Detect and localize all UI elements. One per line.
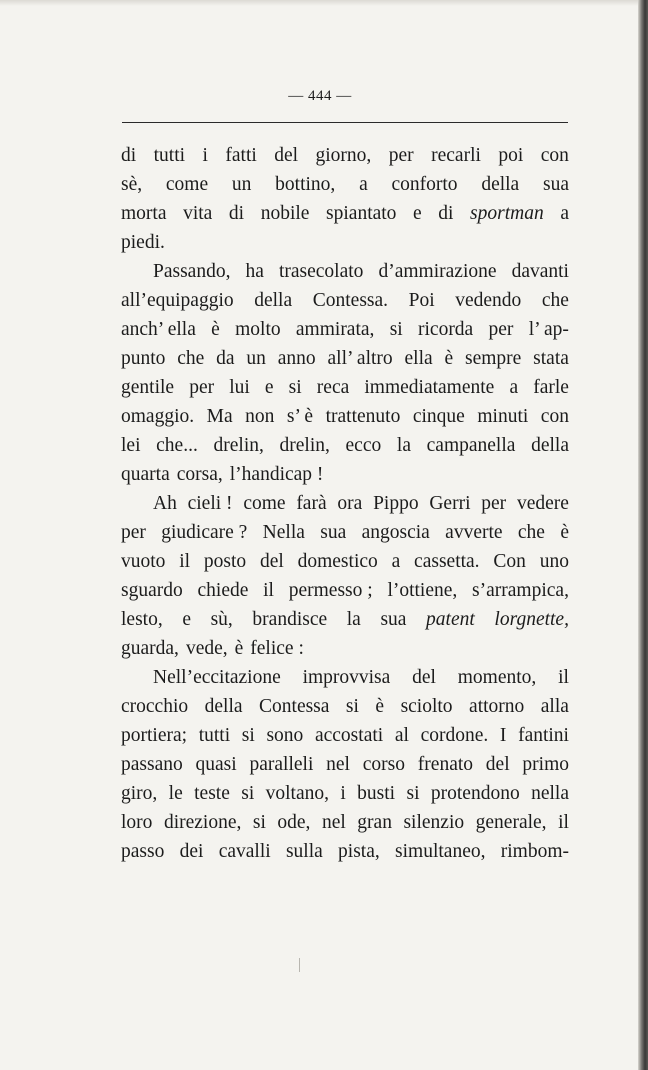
word: sua [542,174,569,195]
page-top-shadow [0,0,648,6]
word: il [558,812,569,833]
word: di [438,203,454,224]
word: alla [540,696,569,717]
word: trasecolato [278,261,364,282]
word: per [121,522,146,543]
italic-word: lorgnette, [494,609,569,630]
word: momento, [457,667,537,688]
word: della [204,696,243,717]
word: giorno, [315,145,372,166]
word: vedendo [455,290,522,311]
word: che [541,290,569,311]
text-line [121,141,569,170]
word: gran [357,812,392,833]
word: davanti [511,261,569,282]
word: che [517,522,545,543]
word: farà [296,493,327,514]
word: che... [156,435,198,456]
word: l’ ap- [528,319,569,340]
text-line [121,750,569,779]
body-text [121,141,569,866]
word: giudicare ? [161,522,248,543]
word: voltano, [265,783,329,804]
word: felice : [250,638,304,659]
word: a [509,377,519,398]
word: s’arrampica, [472,580,569,601]
word: fatti [225,145,257,166]
word: tutti [198,725,231,746]
word: silenzio [403,812,465,833]
word: Ah [153,493,177,514]
word: minuti [477,406,529,427]
word: d’ammirazione [378,261,497,282]
word: si [241,783,255,804]
word: cordone. [420,725,489,746]
word: ode, [277,812,311,833]
word: si [252,812,266,833]
word: chiede [197,580,249,601]
word: molto [235,319,281,340]
word: nella [531,783,569,804]
word: di [228,203,245,224]
word: l’handicap ! [229,464,324,485]
word: come [243,493,286,514]
word: quasi [195,754,237,775]
word: cassetta. [414,551,480,572]
word: Gerri [429,493,471,514]
word: anno [277,348,316,369]
word: per [189,377,215,398]
word: gentile [121,377,175,398]
word: vuoto [121,551,166,572]
word: nel [321,812,346,833]
word: Nella [262,522,305,543]
word: del [259,551,284,572]
word: con [540,406,569,427]
word: nobile [260,203,310,224]
text-line [121,228,569,257]
text-line [121,692,569,721]
word: generale, [475,812,547,833]
text-line [121,460,569,489]
word: al [394,725,409,746]
text-line [121,286,569,315]
word: drelin, [279,435,330,456]
word: per [388,145,414,166]
word: sulla [285,841,323,862]
word: l’ottiene, [387,580,458,601]
word: sono [266,725,304,746]
word: improvvisa [302,667,391,688]
word: per [481,493,507,514]
word: posto [203,551,247,572]
word: Ma [206,406,233,427]
word: bottino, [275,174,336,195]
word: punto [121,348,166,369]
word: è [560,522,569,543]
word: s’ è [286,406,314,427]
word: frenato [417,754,474,775]
word: portiera; [121,725,188,746]
word: passo [121,841,165,862]
word: corso [362,754,406,775]
word: a [391,551,401,572]
word: all’ altro [327,348,393,369]
word: è [211,319,220,340]
text-line [121,315,569,344]
word: sua [320,522,347,543]
word: busti [357,783,396,804]
word: sù, [210,609,233,630]
word: il [558,667,569,688]
word: conforto [391,174,458,195]
word: della [254,290,293,311]
word: un [246,348,266,369]
word: e [413,203,422,224]
word: pista, [338,841,380,862]
text-line [121,402,569,431]
text-line [121,837,569,866]
word: sua [380,609,407,630]
word: all’equipaggio [121,290,234,311]
word: permesso ; [288,580,373,601]
word: lei [121,435,141,456]
word: paralleli [249,754,314,775]
word: il [179,551,191,572]
word: con [540,145,569,166]
word: uno [539,551,569,572]
word: si [241,725,255,746]
word: vedere [516,493,569,514]
word: I [499,725,507,746]
text-line [121,721,569,750]
word: i [340,783,346,804]
word: sempre [465,348,522,369]
word: sè, [121,174,143,195]
word: ecco [345,435,382,456]
word: protendono [430,783,520,804]
word: dei [179,841,204,862]
word: giro, [121,783,158,804]
word: teste [194,783,230,804]
word: poi [498,145,524,166]
word: morta [121,203,167,224]
word: è [444,348,454,369]
text-line [121,344,569,373]
word: simultaneo, [395,841,486,862]
word: tutti [153,145,186,166]
word: non [245,406,275,427]
word: farle [533,377,569,398]
word: Nell’eccitazione [153,667,281,688]
word: cavalli [218,841,271,862]
word: da [216,348,235,369]
word: domestico [297,551,378,572]
word: campanella [426,435,516,456]
word: si [345,696,359,717]
text-line [121,431,569,460]
word: recarli [431,145,481,166]
word: di [121,145,137,166]
word: la [396,435,411,456]
word: ora [337,493,363,514]
word: Con [493,551,526,572]
word: un [231,174,252,195]
word: lui [229,377,250,398]
word: si [406,783,420,804]
word: avverte [445,522,503,543]
word: loro [121,812,153,833]
text-line [121,518,569,547]
header-rule [122,122,568,123]
word: Contessa. [312,290,389,311]
word: le [168,783,183,804]
word: si [288,377,302,398]
word: passano [121,754,183,775]
word: drelin, [213,435,264,456]
word: ella [404,348,433,369]
word: Poi [408,290,435,311]
word: Contessa [259,696,330,717]
word: piedi. [121,232,165,253]
word: guarda, [121,638,179,659]
word: immediatamente [364,377,495,398]
word: è [375,696,385,717]
word: del [274,145,299,166]
text-line [121,199,569,228]
text-line [121,605,569,634]
text-line [121,779,569,808]
text-line [121,489,569,518]
text-line [121,663,569,692]
word: attorno [469,696,525,717]
text-line [121,373,569,402]
word: per [488,319,514,340]
word: del [485,754,510,775]
word: si [389,319,403,340]
word: e [182,609,191,630]
word: della [531,435,569,456]
text-line [121,634,569,663]
word: a [560,203,569,224]
word: fantini [518,725,569,746]
word: quarta [121,464,170,485]
text-line [121,170,569,199]
word: vede, [185,638,228,659]
text-line [121,547,569,576]
word: sguardo [121,580,183,601]
page-number: — 444 — [288,88,352,104]
word: a [359,174,368,195]
word: vita [183,203,213,224]
text-line [121,257,569,286]
word: lesto, [121,609,163,630]
word: nel [326,754,350,775]
word: angoscia [361,522,430,543]
word: del [412,667,436,688]
word: rimbom- [500,841,569,862]
word: la [346,609,361,630]
word: accostati [314,725,384,746]
word: direzione, [163,812,242,833]
italic-word: sportman [470,203,544,224]
text-line [121,808,569,837]
word: è [234,638,244,659]
word: che [177,348,205,369]
word: anch’ ella [121,319,196,340]
book-binding-edge [638,0,648,1070]
word: ha [245,261,264,282]
word: trattenuto [325,406,401,427]
word: primo [522,754,569,775]
word: corsa, [176,464,223,485]
word: come [165,174,209,195]
print-mark [299,958,300,972]
italic-word: patent [426,609,475,630]
word: reca [316,377,350,398]
word: brandisce [252,609,328,630]
word: i [202,145,208,166]
word: Pippo [373,493,419,514]
word: il [263,580,274,601]
word: spiantato [326,203,397,224]
word: omaggio. [121,406,195,427]
word: ricorda [418,319,474,340]
word: cieli ! [187,493,233,514]
word: cinque [412,406,465,427]
word: Passando, [153,261,231,282]
word: sciolto [400,696,453,717]
word: e [264,377,274,398]
text-line [121,576,569,605]
word: della [481,174,520,195]
word: stata [533,348,569,369]
word: crocchio [121,696,189,717]
word: ammirata, [295,319,375,340]
